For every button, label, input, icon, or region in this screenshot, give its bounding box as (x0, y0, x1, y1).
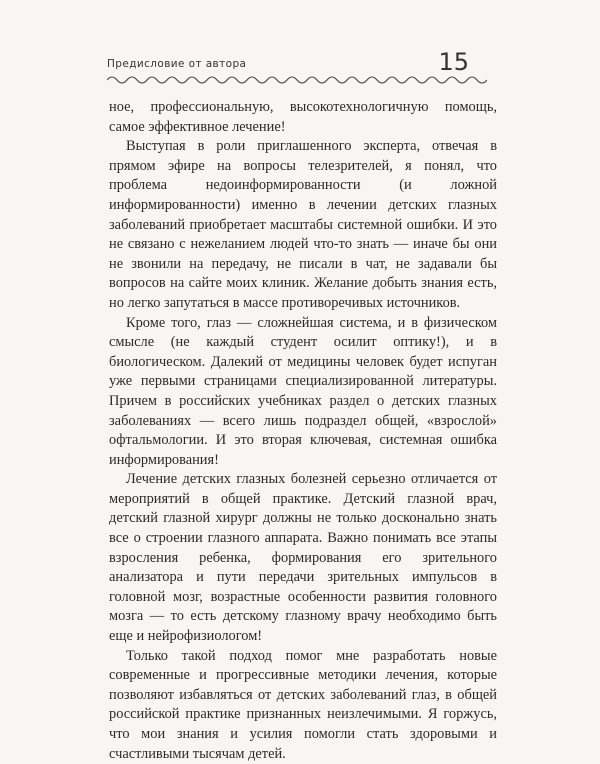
paragraph: Только такой подход помог мне разработать новые современные и прогрессивные методики лечения, которые позволяют избавляться от детских заболеваний глаз, в общей российской практике признанных неизлечимыми. Я горжусь, что мои знания и усилия помогли стать здоровыми и счастливыми тысячам детей. (109, 647, 497, 762)
paragraph: Кроме того, глаз — сложнейшая система, и в физическом смысле (не каждый студент осилит оптику!), и в биологическом. Далекий от медицины человек будет испуган уже первыми страницами специализированной литературы. Причем в российских учебниках раздел о детских глазных заболеваниях — всего лишь подраздел общей, «взрослой» офтальмологии. И это вторая ключевая, системная ошибка информирования! (109, 314, 497, 468)
running-head (107, 48, 487, 96)
paragraph: Лечение детских глазных болезней серьезно отличается от мероприятий в общей практике. Детский глазной врач, детский глазной хирург должны не только досконально знать все о строении глазного аппарата. Важно понимать все этапы взросления ребенка, формирования его зрительного анализатора и пути передачи зрительных импульсов в головной мозг, возрастные особенности развития головного мозга — то есть детскому глазному врачу необходимо быть еще и нейрофизиологом! (109, 471, 497, 645)
paragraph: ное, профессиональную, высокотехнологичную помощь, самое эффективное лечение! (109, 99, 497, 135)
page-number: 15 (438, 48, 469, 76)
paragraph: Выступая в роли приглашенного эксперта, отвечая в прямом эфире на вопросы телезрителей, я понял, что проблема недоинформированности (и ложной информированности) именно в лечении детских глазных заболеваний приобретает масштабы системной ошибки. И это не связано с нежеланием людей что-то знать — иначе бы они не звонили на передачу, не писали в чат, не задавали бы вопросов на сайте моих клиник. Желание добыть знания есть, но легко запутаться в массе противоречивых источников. (109, 138, 497, 311)
wavy-rule-ornament (107, 72, 487, 88)
chapter-title: Предисловие от автора (107, 58, 247, 70)
body-text (109, 98, 497, 764)
